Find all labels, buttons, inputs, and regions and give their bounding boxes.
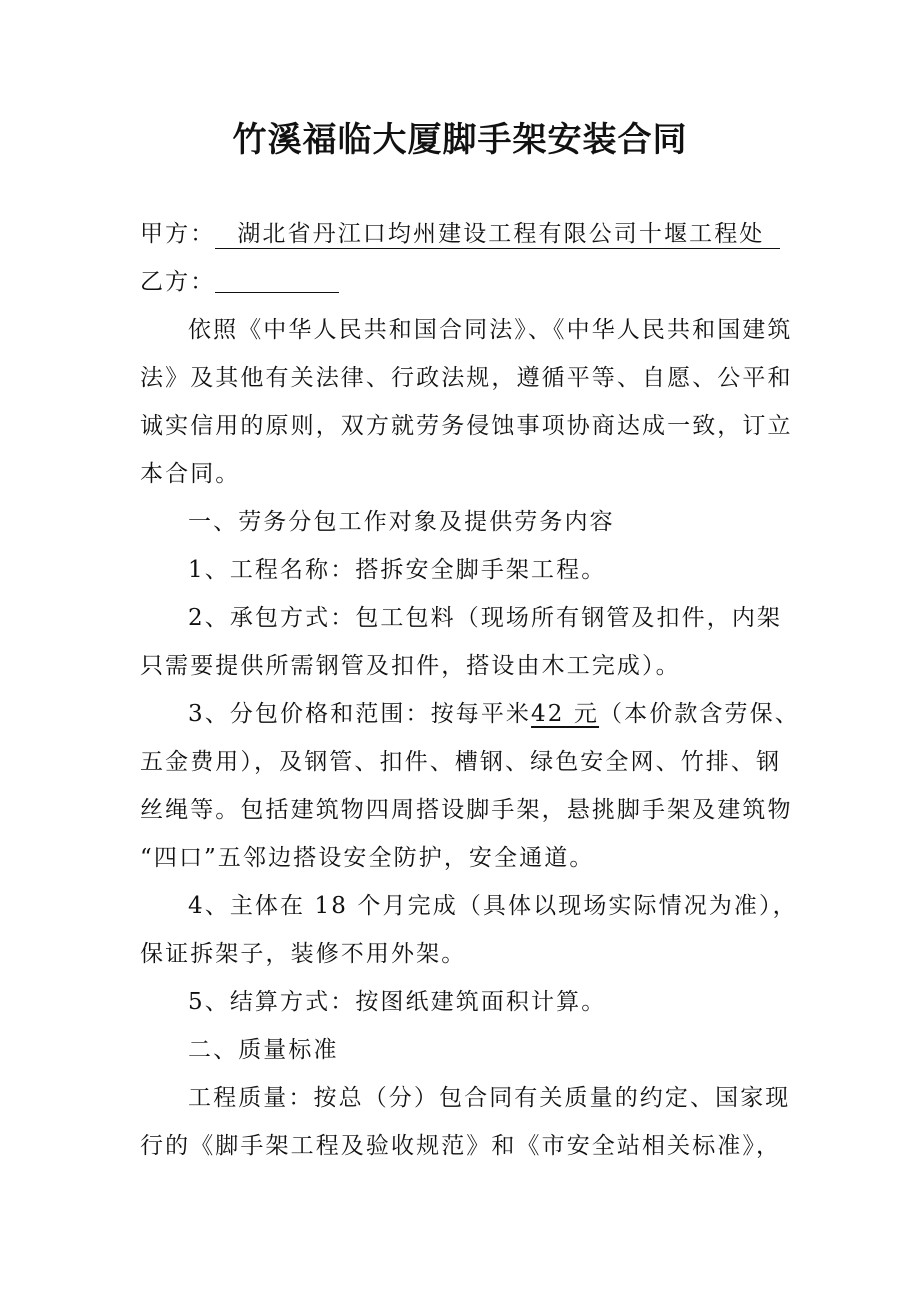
para1-line: 诚实信用的原则，双方就劳务侵蚀事项协商达成一致，订立 <box>140 413 793 439</box>
quality-line: 行的《脚手架工程及验收规范》和《市安全站相关标准》， <box>140 1133 782 1159</box>
item2-line: 2、承包方式：包工包料（现场所有钢管及扣件，内架 <box>188 605 783 631</box>
item3-line: “四口”五邻边搭设安全防护，安全通道。 <box>140 845 595 871</box>
party-b-blank <box>215 268 339 293</box>
para1-line: 本合同。 <box>140 461 241 487</box>
party-a-value: 湖北省丹江口均州建设工程有限公司十堰工程处 <box>215 219 780 249</box>
item2-line: 只需要提供所需钢管及扣件，搭设由木工完成）。 <box>140 653 681 679</box>
party-a-label: 甲方： <box>140 221 216 247</box>
section2-heading: 二、质量标准 <box>188 1037 339 1063</box>
item3-prefix: 3、分包价格和范围：按每平米 <box>188 701 532 727</box>
item3-line: 丝绳等。包括建筑物四周搭设脚手架，悬挑脚手架及建筑物 <box>140 797 793 823</box>
item4-line: 4、主体在 18 个月完成（具体以现场实际情况为准）， <box>188 893 798 919</box>
item3-suffix: （本价款含劳保、 <box>599 701 800 727</box>
item5: 5、结算方式：按图纸建筑面积计算。 <box>188 989 607 1015</box>
item1: 1、工程名称：搭拆安全脚手架工程。 <box>188 557 607 583</box>
party-a-line <box>140 210 780 258</box>
section1-heading: 一、劳务分包工作对象及提供劳务内容 <box>188 509 615 535</box>
party-b-line <box>140 258 780 306</box>
quality-line: 工程质量：按总（分）包合同有关质量的约定、国家现 <box>188 1085 791 1111</box>
item3-price: 42 元 <box>531 701 600 727</box>
para1-line: 法》及其他有关法律、行政法规，遵循平等、自愿、公平和 <box>140 365 793 391</box>
item4-line: 保证拆架子，装修不用外架。 <box>140 941 467 967</box>
item3-line: 五金费用），及钢管、扣件、槽钢、绿色安全网、竹排、钢 <box>140 749 782 775</box>
item3-first-line <box>188 690 800 738</box>
party-b-label: 乙方： <box>140 269 216 295</box>
page-title: 竹溪福临大厦脚手架安装合同 <box>232 120 688 160</box>
para1-line: 依照《中华人民共和国合同法》、《中华人民共和国建筑 <box>188 317 793 343</box>
